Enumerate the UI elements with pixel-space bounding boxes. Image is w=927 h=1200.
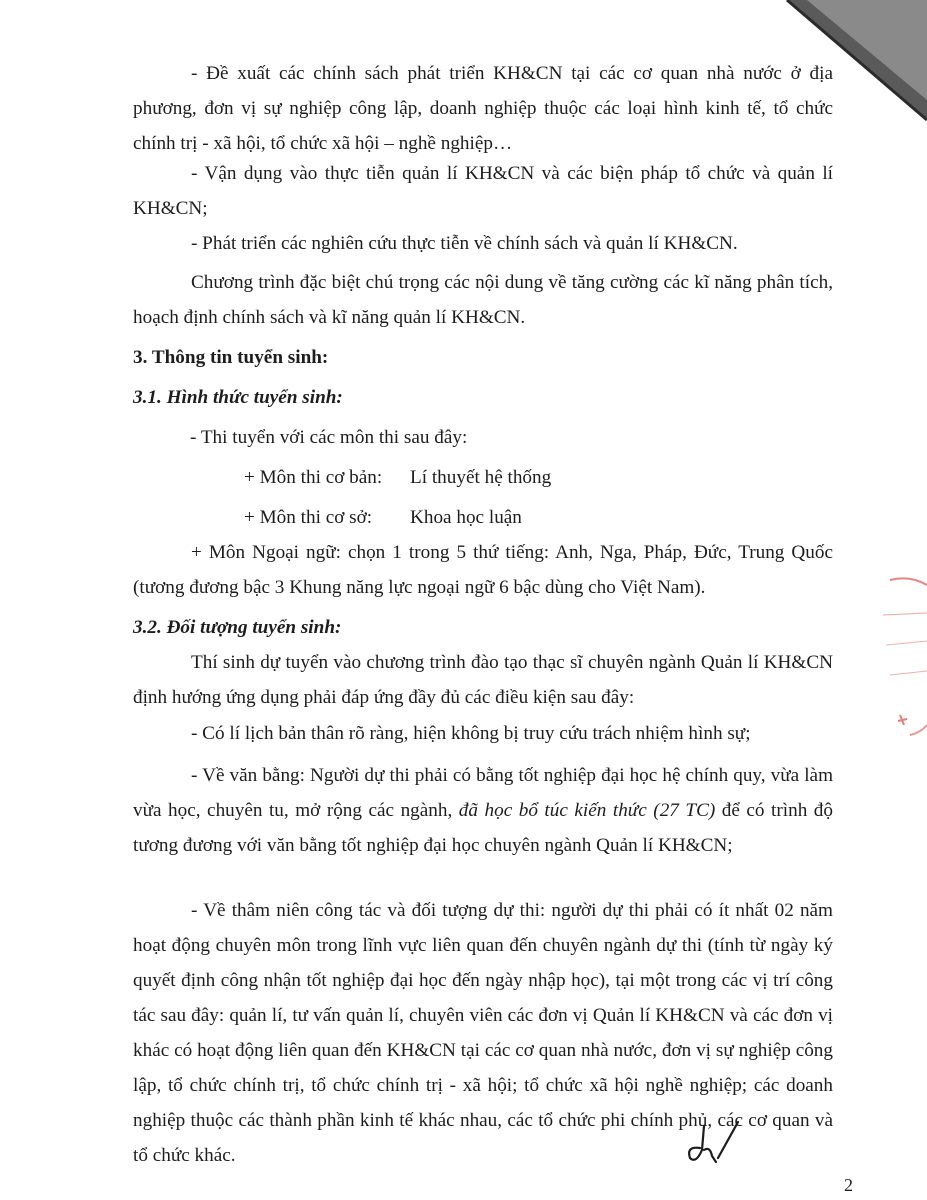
paragraph-candidate-intro: Thí sinh dự tuyển vào chương trình đào tạo thạc sĩ chuyên ngành Quản lí KH&CN định hướng ứng dụng phải đáp ứng đầy đủ các điều kiện sau đây: [133, 652, 833, 708]
condition-background: - Có lí lịch bản thân rõ ràng, hiện không bị truy cứu trách nhiệm hình sự; [191, 723, 751, 744]
paragraph-program-focus: Chương trình đặc biệt chú trọng các nội dung về tăng cường các kĩ năng phân tích, hoạch định chính sách và kĩ năng quản lí KH&CN. [133, 272, 833, 328]
exam-foundation-value: Khoa học luận [410, 507, 522, 528]
paragraph-research: - Phát triển các nghiên cứu thực tiễn về chính sách và quản lí KH&CN. [191, 233, 738, 254]
exam-basic-label: + Môn thi cơ bản: [244, 467, 383, 488]
condition-degree-supplement: đã học bổ túc kiến thức (27 TC) [458, 800, 716, 821]
page-number: 2 [844, 1175, 853, 1195]
condition-experience: - Về thâm niên công tác và đối tượng dự thi: người dự thi phải có ít nhất 02 năm hoạt động chuyên môn trong lĩnh vực liên quan đến chuyên ngành dự thi (tính từ ngày ký quyết định công nhận tốt nghiệp đại học đến ngày nhập học), tại một trong các vị trí công tác sau đây: quản lí, tư vấn quản lí, chuyên viên các đơn vị Quản lí KH&CN và các đơn vị khác có hoạt động liên quan đến KH&CN tại các cơ quan nhà nước, đơn vị sự nghiệp công lập, tổ chức chính trị, tổ chức chính trị - xã hội; tổ chức xã hội nghề nghiệp; các doanh nghiệp thuộc các thành phần kinh tế khác nhau, các tổ chức phi chính phủ, các cơ quan và tổ chức khác. [133, 900, 833, 1166]
exam-intro: - Thi tuyển với các môn thi sau đây: [190, 427, 468, 448]
paragraph-application: - Vận dụng vào thực tiễn quản lí KH&CN và các biện pháp tổ chức và quản lí KH&CN; [133, 163, 833, 219]
section-3-1-title: 3.1. Hình thức tuyển sinh: [133, 387, 343, 408]
handwritten-signature [682, 1118, 744, 1166]
stamp-fragment [880, 575, 927, 745]
section-3-2-title: 3.2. Đối tượng tuyển sinh: [133, 617, 342, 638]
section-3-title: 3. Thông tin tuyển sinh: [133, 347, 329, 368]
condition-degree [133, 758, 833, 863]
exam-basic-value: Lí thuyết hệ thống [410, 467, 552, 488]
condition-degree-text: - Về văn bằng: Người dự thi phải có bằng tốt nghiệp đại học hệ chính quy, vừa làm vừa học, chuyên tu, mở rộng các ngành, [133, 765, 833, 821]
paragraph-proposal: - Đề xuất các chính sách phát triển KH&CN tại các cơ quan nhà nước ở địa phương, đơn vị sự nghiệp công lập, doanh nghiệp thuộc các loại hình kinh tế, tổ chức chính trị - xã hội, tổ chức xã hội – nghề nghiệp… [133, 63, 833, 154]
condition-degree-text-end: để có trình độ tương đương với văn bằng tốt nghiệp đại học chuyên ngành Quản lí KH&CN; [133, 800, 833, 856]
exam-foundation-label: + Môn thi cơ sở: [244, 507, 373, 528]
paragraph-foreign-language: + Môn Ngoại ngữ: chọn 1 trong 5 thứ tiếng: Anh, Nga, Pháp, Đức, Trung Quốc (tương đương bậc 3 Khung năng lực ngoại ngữ 6 bậc dùng cho Việt Nam). [133, 542, 833, 598]
